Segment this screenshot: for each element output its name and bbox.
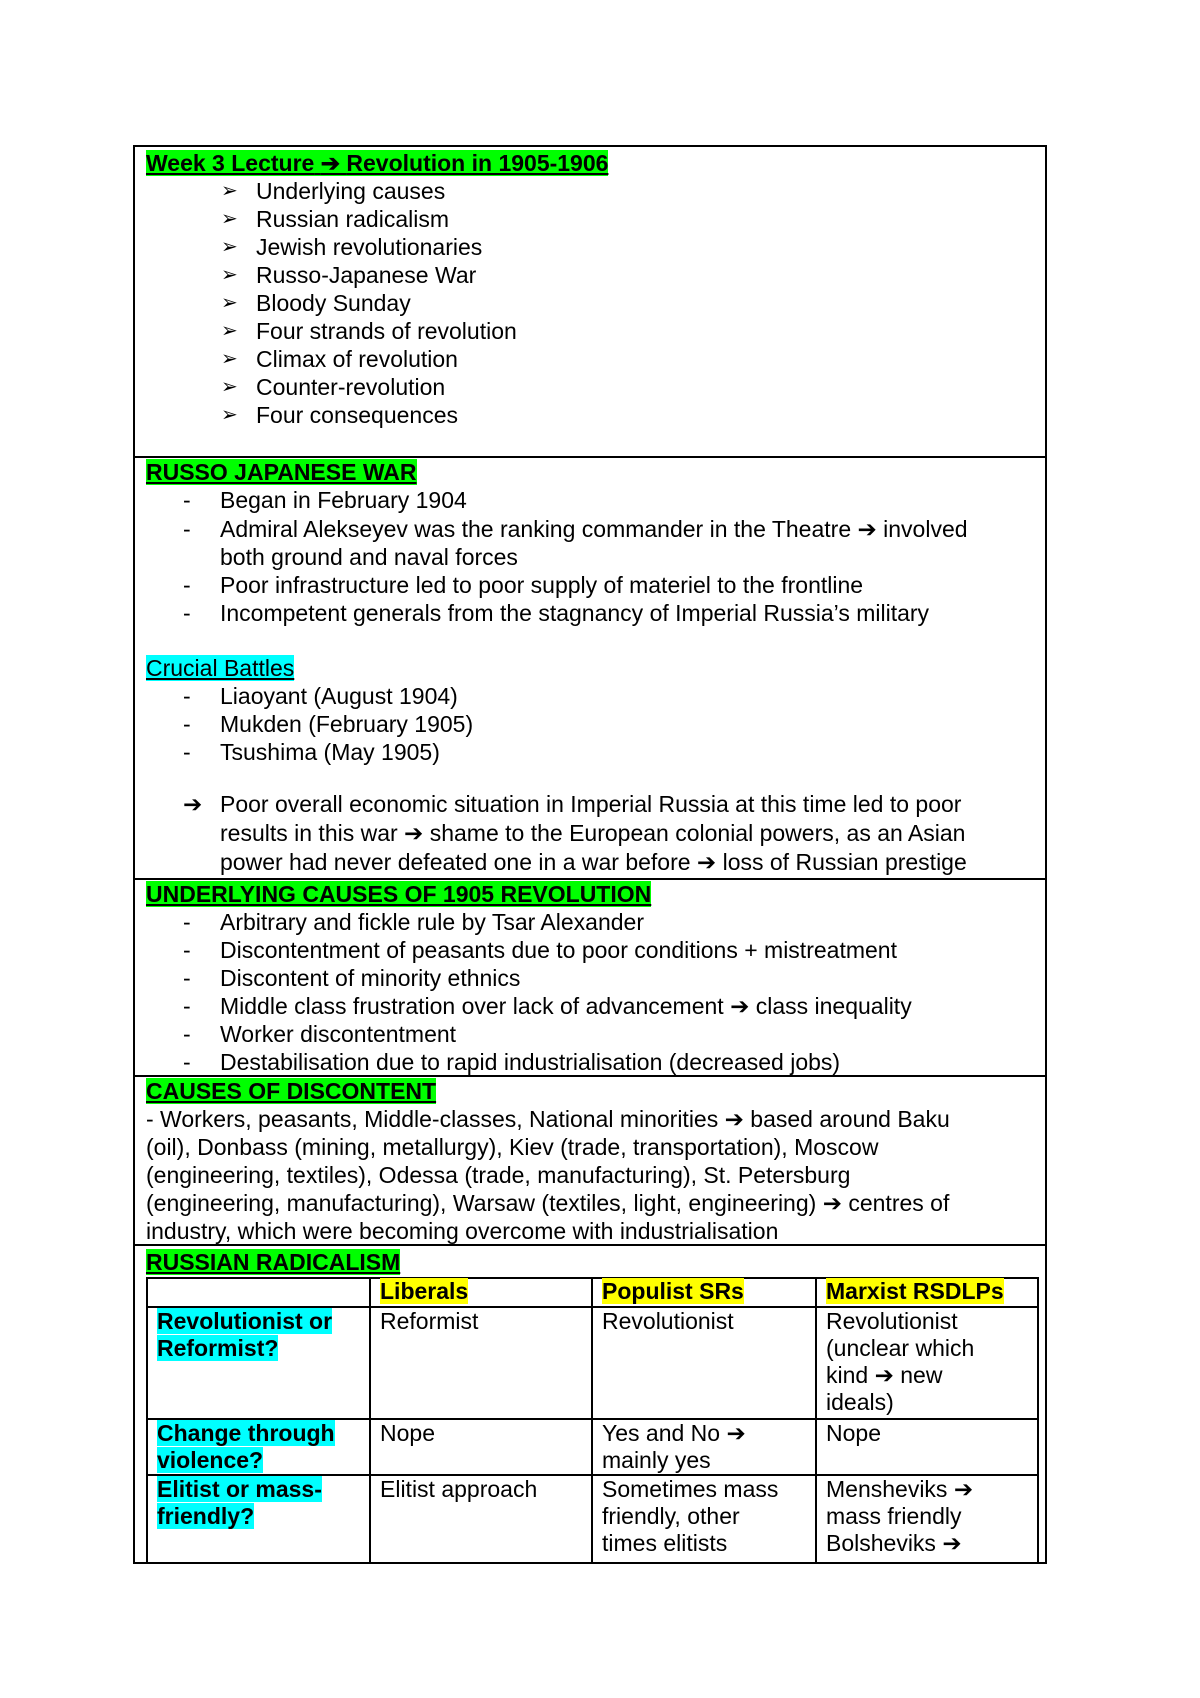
column-header: [602, 1278, 744, 1305]
table-cell: [380, 1420, 435, 1447]
dash-bullet: -: [183, 937, 191, 963]
row-label-text: Elitist or mass-: [157, 1476, 322, 1502]
russo-point: Poor infrastructure led to poor supply of materiel to the frontline: [220, 572, 864, 598]
week-title: [146, 149, 608, 177]
table-cell-line: kind ➔ new: [826, 1362, 943, 1388]
radicalism-table: [146, 1277, 1039, 1564]
bullet-arrow-icon: ➢: [221, 264, 238, 286]
row-label: [157, 1476, 322, 1530]
table-cell-line: Yes and No ➔: [602, 1420, 746, 1446]
conclusion-line: results in this war ➔ shame to the European colonial powers, as an Asian: [220, 820, 966, 846]
russo-heading: [146, 458, 417, 486]
battle-item: Liaoyant (August 1904): [220, 683, 458, 709]
bullet-arrow-icon: ➢: [221, 180, 238, 202]
battle-item: Mukden (February 1905): [220, 711, 474, 737]
discontent-heading-text: CAUSES OF DISCONTENT: [146, 1078, 437, 1104]
bullet-arrow-icon: ➢: [221, 208, 238, 230]
week-title-rest: Revolution in 1905-1906: [346, 150, 609, 176]
topic-item: Four strands of revolution: [256, 318, 517, 344]
dash-bullet: -: [183, 516, 191, 542]
cause-point: Discontentment of peasants due to poor conditions + mistreatment: [220, 937, 897, 963]
row-label: [157, 1308, 332, 1362]
discontent-line: (engineering, textiles), Odessa (trade, manufacturing), St. Petersburg: [146, 1162, 851, 1188]
column-header-text: Liberals: [380, 1278, 469, 1304]
causes-of-discontent-section: [135, 1077, 1045, 1246]
russo-japanese-war-section: [135, 458, 1045, 880]
bullet-arrow-icon: ➢: [221, 376, 238, 398]
bullet-arrow-icon: ➢: [221, 320, 238, 342]
topic-item: Counter-revolution: [256, 374, 446, 400]
row-label-line: [157, 1476, 322, 1503]
row-label-text: Reformist?: [157, 1335, 279, 1361]
table-cell: [602, 1420, 746, 1474]
topic-item: Russian radicalism: [256, 206, 450, 232]
dash-bullet: -: [183, 965, 191, 991]
battles-heading-text: Crucial Battles: [146, 655, 295, 681]
dash-bullet: -: [183, 909, 191, 935]
topic-item: Four consequences: [256, 402, 459, 428]
table-cell-line: Sometimes mass: [602, 1476, 779, 1502]
topic-item: Bloody Sunday: [256, 290, 411, 316]
table-cell-line: (unclear which: [826, 1335, 975, 1361]
week-title-text: Week 3 Lecture: [146, 150, 315, 176]
topic-item: Underlying causes: [256, 178, 446, 204]
battles-heading: [146, 654, 294, 682]
russo-point: Admiral Alekseyev was the ranking commander in the Theatre ➔ involved: [220, 516, 968, 542]
row-label-line: [157, 1308, 332, 1335]
discontent-line: (oil), Donbass (mining, metallurgy), Kiev (trade, transportation), Moscow: [146, 1134, 879, 1160]
causes1905-heading-text: UNDERLYING CAUSES OF 1905 REVOLUTION: [146, 881, 652, 907]
russo-point: Incompetent generals from the stagnancy of Imperial Russia’s military: [220, 600, 930, 626]
table-cell-line: Bolsheviks ➔: [826, 1530, 962, 1556]
battle-item: Tsushima (May 1905): [220, 739, 440, 765]
table-cell-line: Mensheviks ➔: [826, 1476, 974, 1502]
table-cell-line: Nope: [380, 1420, 435, 1446]
row-label-line: [157, 1503, 322, 1530]
table-cell-line: Reformist: [380, 1308, 479, 1334]
dash-bullet: -: [183, 1049, 191, 1075]
dash-bullet: -: [183, 487, 191, 513]
dash-bullet: -: [183, 711, 191, 737]
cause-point: Arbitrary and fickle rule by Tsar Alexander: [220, 909, 644, 935]
underlying-causes-section: [135, 880, 1045, 1077]
table-cell: [380, 1476, 537, 1503]
cause-point: Middle class frustration over lack of advancement ➔ class inequality: [220, 993, 912, 1019]
row-label-text: Change through: [157, 1420, 335, 1446]
table-cell-line: Revolutionist: [602, 1308, 734, 1334]
table-cell: [602, 1476, 778, 1557]
row-label-line: [157, 1420, 335, 1447]
table-cell: [826, 1476, 973, 1557]
bullet-arrow-icon: ➢: [221, 348, 238, 370]
dash-bullet: -: [183, 600, 191, 626]
table-cell: [826, 1420, 881, 1447]
column-header: [826, 1278, 1004, 1305]
row-label: [157, 1420, 335, 1474]
table-cell-line: times elitists: [602, 1530, 728, 1556]
conclusion-line: power had never defeated one in a war before ➔ loss of Russian prestige: [220, 849, 967, 875]
topic-item: Jewish revolutionaries: [256, 234, 483, 260]
arrow-icon: ➔: [183, 791, 203, 817]
bullet-arrow-icon: ➢: [221, 236, 238, 258]
row-label-text: violence?: [157, 1447, 264, 1473]
topic-item: Climax of revolution: [256, 346, 458, 372]
cause-point: Worker discontentment: [220, 1021, 457, 1047]
causes1905-heading: [146, 880, 651, 908]
dash-bullet: -: [183, 993, 191, 1019]
table-cell: [826, 1308, 974, 1416]
table-cell-line: Nope: [826, 1420, 881, 1446]
dash-bullet: -: [183, 1021, 191, 1047]
table-cell-line: mainly yes: [602, 1447, 711, 1473]
arrow-icon: ➔: [320, 150, 340, 176]
row-label-line: [157, 1447, 335, 1474]
russo-point: both ground and naval forces: [220, 544, 518, 570]
row-label-line: [157, 1335, 332, 1362]
radicalism-heading: [146, 1248, 400, 1276]
table-cell-line: ideals): [826, 1389, 894, 1415]
cause-point: Destabilisation due to rapid industrialisation (decreased jobs): [220, 1049, 841, 1075]
column-header-text: Marxist RSDLPs: [826, 1278, 1004, 1304]
table-cell-line: Elitist approach: [380, 1476, 538, 1502]
table-cell-line: friendly, other: [602, 1503, 740, 1529]
discontent-line: (engineering, manufacturing), Warsaw (textiles, light, engineering) ➔ centres of: [146, 1190, 950, 1216]
topic-item: Russo-Japanese War: [256, 262, 477, 288]
dash-bullet: -: [183, 739, 191, 765]
bullet-arrow-icon: ➢: [221, 292, 238, 314]
table-cell-line: Revolutionist: [826, 1308, 958, 1334]
discontent-heading: [146, 1077, 436, 1105]
cause-point: Discontent of minority ethnics: [220, 965, 521, 991]
row-label-text: friendly?: [157, 1503, 255, 1529]
russo-heading-text: RUSSO JAPANESE WAR: [146, 459, 417, 485]
table-cell: [602, 1308, 734, 1335]
table-cell-line: mass friendly: [826, 1503, 962, 1529]
dash-bullet: -: [183, 683, 191, 709]
dash-bullet: -: [183, 572, 191, 598]
notes-table: [133, 145, 1047, 1564]
bullet-arrow-icon: ➢: [221, 404, 238, 426]
radicalism-heading-text: RUSSIAN RADICALISM: [146, 1249, 401, 1275]
column-header: [380, 1278, 468, 1305]
discontent-line: - Workers, peasants, Middle-classes, National minorities ➔ based around Baku: [146, 1106, 950, 1132]
row-label-text: Revolutionist or: [157, 1308, 333, 1334]
conclusion-line: Poor overall economic situation in Imperial Russia at this time led to poor: [220, 791, 962, 817]
discontent-line: industry, which were becoming overcome with industrialisation: [146, 1218, 779, 1244]
table-cell: [380, 1308, 478, 1335]
week-overview-section: [135, 147, 1045, 458]
russo-point: Began in February 1904: [220, 487, 467, 513]
column-header-text: Populist SRs: [602, 1278, 744, 1304]
